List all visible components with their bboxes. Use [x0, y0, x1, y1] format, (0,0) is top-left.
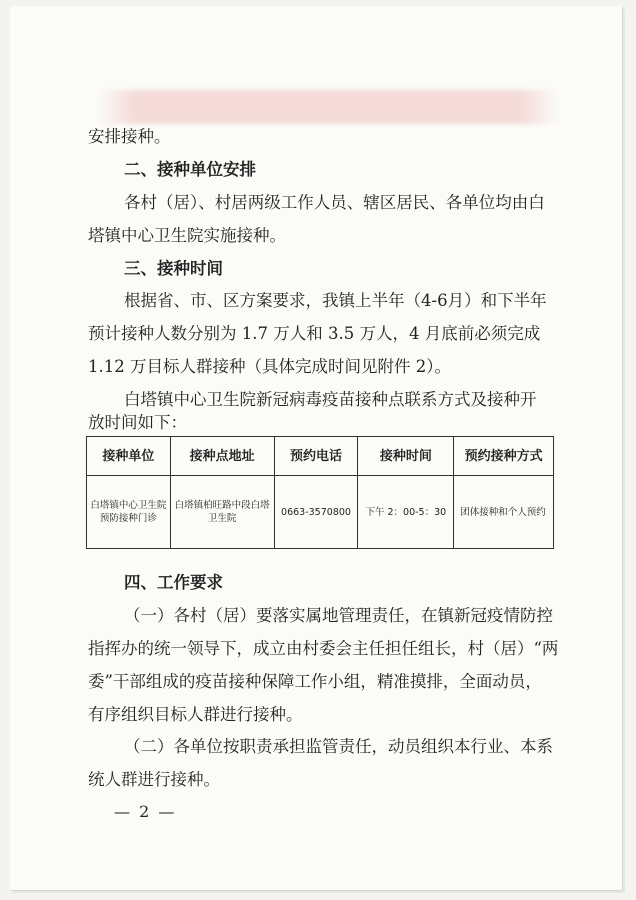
section-heading-3: 三、接种时间 — [124, 259, 223, 278]
paragraph-text: 指挥办的统一领导下，成立由村委会主任担任组长，村（居）“两 — [88, 639, 559, 658]
paragraph-text: 放时间如下： — [88, 413, 187, 432]
paragraph-text: 委”干部组成的疫苗接种保障工作小组，精准摸排，全面动员， — [88, 672, 542, 691]
paragraph-text: 有序组织目标人群进行接种。 — [88, 705, 303, 724]
section-heading-2: 二、接种单位安排 — [124, 160, 256, 179]
paragraph-text: 安排接种。 — [88, 127, 171, 146]
paragraph-text: （一）各村（居）要落实属地管理责任，在镇新冠疫情防控 — [124, 606, 553, 625]
table-header-cell: 预约接种方式 — [454, 437, 554, 476]
paragraph-text: （二）各单位按职责承担监管责任，动员组织本行业、本系 — [124, 737, 553, 756]
unit-cell: 白塔镇中心卫生院预防接种门诊 — [87, 476, 171, 549]
paragraph-text: 1.12 万目标人群接种（具体完成时间见附件 2）。 — [88, 357, 451, 376]
table-header-cell: 接种点地址 — [170, 437, 274, 476]
paragraph-text: 预计接种人数分别为 1.7 万人和 3.5 万人，4 月底前必须完成 — [88, 324, 541, 343]
table-header-cell: 接种时间 — [358, 437, 454, 476]
method-cell: 团体接种和个人预约 — [454, 476, 554, 549]
table-row — [87, 476, 554, 549]
paragraph-text: 塔镇中心卫生院实施接种。 — [88, 226, 286, 245]
address-cell: 白塔镇柏旺路中段白塔卫生院 — [170, 476, 274, 549]
time-cell: 下午 2：00-5：30 — [358, 476, 454, 549]
phone-cell: 0663-3570800 — [274, 476, 358, 549]
table-header-cell: 预约电话 — [274, 437, 358, 476]
document-page — [10, 6, 622, 890]
paragraph-text: 统人群进行接种。 — [88, 770, 220, 789]
paragraph-text: 白塔镇中心卫生院新冠病毒疫苗接种点联系方式及接种开 — [124, 390, 537, 409]
paragraph-text: 根据省、市、区方案要求，我镇上半年（4-6月）和下半年 — [124, 291, 547, 310]
seal-bleed-through — [98, 90, 558, 124]
section-heading-4: 四、工作要求 — [124, 573, 223, 592]
table-header-row — [87, 437, 554, 476]
paragraph-text: 各村（居）、村居两级工作人员、辖区居民、各单位均由白 — [124, 193, 545, 212]
page-number: — 2 — — [114, 802, 177, 821]
table-header-cell: 接种单位 — [87, 437, 171, 476]
vaccination-site-table — [86, 436, 554, 549]
